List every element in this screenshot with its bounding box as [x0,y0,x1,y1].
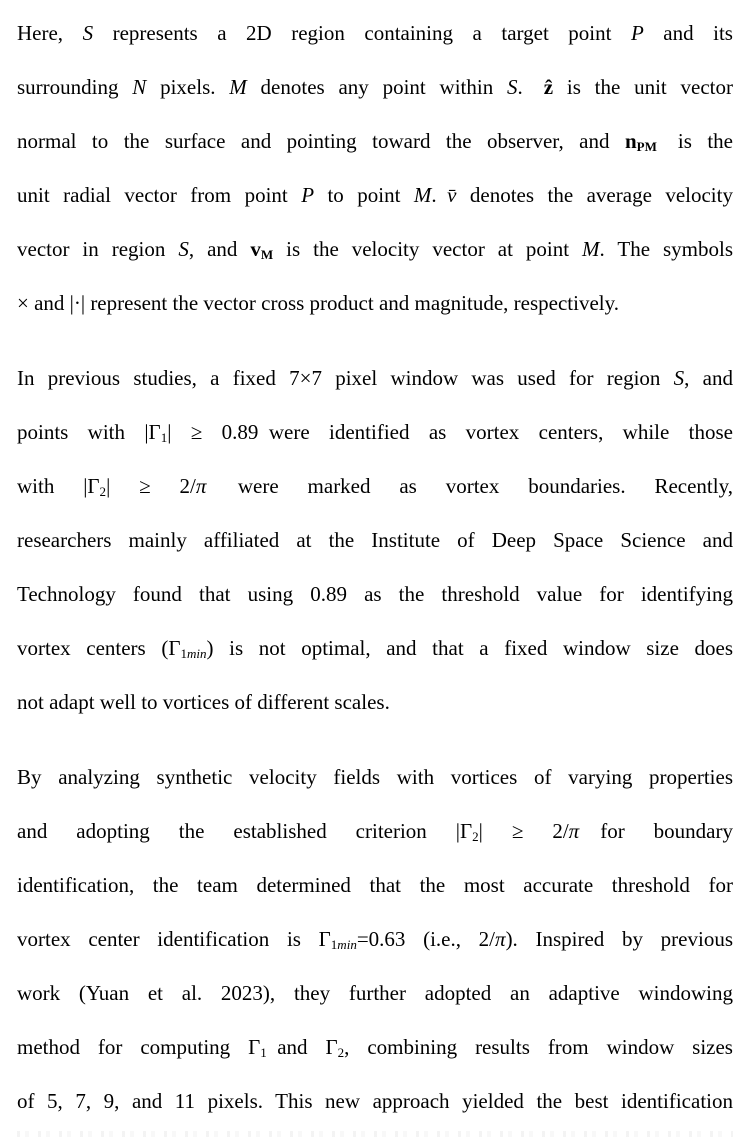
text-run: vector in region [17,237,179,261]
text-run: ẑ [543,75,554,99]
text-run: vortex centers (Γ [17,636,181,660]
text-run: In previous studies, a fixed 7×7 pixel window was used for region [17,366,674,390]
text-run: 1 [180,645,187,661]
text-run: . [431,183,448,207]
text-run: v̄ [447,183,457,207]
text-run: S [673,366,685,390]
document-text-body [17,6,733,1128]
text-run: | ≥ 0.89 were identified as vortex centers, while those [167,420,733,444]
text-run: S [507,75,518,99]
text-run: By analyzing synthetic velocity fields with vortices of varying properties [17,765,733,789]
text-line [17,276,733,330]
text-run: π [495,927,506,951]
text-line [17,60,733,114]
text-run: 1 [330,936,338,952]
text-run: unit radial vector from point [17,183,302,207]
text-line [17,750,733,804]
text-run: and adopting the established criterion |Γ [17,819,473,843]
text-run: M [260,246,274,262]
text-run: and Γ [266,1035,338,1059]
text-run: ) is not optimal, and that a fixed window size does [206,636,733,660]
text-run: 1 [160,429,168,445]
text-run: =0.63 (i.e., 2/ [356,927,496,951]
text-line [17,459,733,513]
text-run: pixels. [146,75,230,99]
text-run: P [630,21,644,45]
text-run: × and |·| represent the vector cross product and magnitude, respectively. [17,291,620,315]
text-run: normal to the surface and pointing toward the observer, and [17,129,625,153]
text-run: is the unit vector [553,75,733,99]
text-run: PM [636,138,657,154]
text-run: π [568,819,580,843]
text-line [17,1074,733,1128]
text-run: 2 [337,1044,345,1060]
text-line [17,858,733,912]
text-run: and its [643,21,733,45]
text-run: . [517,75,544,99]
text-run: of 5, 7, 9, and 11 pixels. This new approach yielded the best identification [17,1089,733,1113]
text-run: represents a 2D region containing a target point [93,21,631,45]
text-line [17,513,733,567]
text-line [17,621,733,675]
text-run: were marked as vortex boundaries. Recently, [206,474,733,498]
text-run: M [229,75,247,99]
text-run: v [250,237,261,261]
text-line [17,966,733,1020]
text-run: M [582,237,600,261]
text-run: ). Inspired by previous [505,927,733,951]
text-run: for boundary [579,819,733,843]
cutoff-text-line [17,1131,733,1137]
text-run: with |Γ [17,474,100,498]
text-line [17,168,733,222]
text-run: points with |Γ [17,420,161,444]
paragraph [17,750,733,1128]
text-run: surrounding [17,75,133,99]
text-line [17,804,733,858]
text-run: P [301,183,315,207]
text-run: | ≥ 2/ [478,819,569,843]
text-line [17,114,733,168]
text-run: , and [188,237,251,261]
text-run: 2 [99,483,107,499]
text-run: min [337,936,357,952]
text-run: is the velocity vector at point [273,237,583,261]
paragraph [17,351,733,729]
text-run: S [82,21,94,45]
text-run: vortex center identification is Γ [17,927,331,951]
text-line [17,567,733,621]
text-run: not adapt well to vortices of different scales. [17,690,390,714]
text-run: M [413,183,432,207]
paragraph [17,6,733,330]
text-run: . The symbols [599,237,733,261]
text-run: denotes any point within [246,75,507,99]
text-line [17,912,733,966]
text-run: , and [684,366,733,390]
text-run: Technology found that using 0.89 as the threshold value for identifying [17,582,733,606]
text-run: min [187,645,207,661]
text-run: , combining results from window sizes [344,1035,733,1059]
text-run: | ≥ 2/ [106,474,196,498]
text-run: is the [656,129,733,153]
text-line [17,351,733,405]
text-run: 1 [260,1044,267,1060]
text-run: N [132,75,147,99]
text-run: 2 [472,828,479,844]
text-run: S [178,237,189,261]
text-line [17,222,733,276]
text-line [17,675,733,729]
text-line [17,1020,733,1074]
text-run: π [195,474,207,498]
text-run: n [624,129,637,153]
text-line [17,6,733,60]
text-line [17,405,733,459]
text-run: to point [314,183,414,207]
text-run: researchers mainly affiliated at the Institute of Deep Space Science and [17,528,733,552]
text-run: Here, [17,21,83,45]
text-run: denotes the average velocity [456,183,733,207]
text-run: work (Yuan et al. 2023), they further adopted an adaptive windowing [17,981,733,1005]
text-run: identification, the team determined that the most accurate threshold for [17,873,733,897]
text-run: method for computing Γ [17,1035,261,1059]
